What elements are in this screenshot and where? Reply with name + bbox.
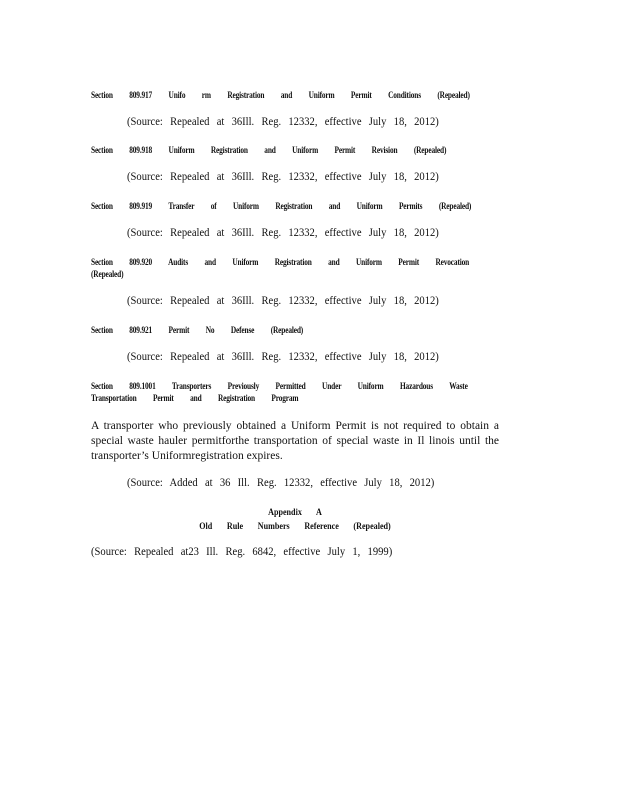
section-heading-809-921: Section 809.921 Permit No Defense (Repealed) xyxy=(91,325,304,335)
source-note: (Source: Added at 36 Ill. Reg. 12332, effective July 18, 2012) xyxy=(127,477,435,489)
section-heading-809-917: Section 809.917 Unifo rm Registration and Uniform Permit Conditions (Repealed) xyxy=(91,90,470,100)
section-heading-809-1001: Section 809.1001 Transporters Previously Permitted Under Uniform Hazardous Waste Transportation Permit and Registration Program xyxy=(91,381,468,403)
section-heading-809-918: Section 809.918 Uniform Registration and Uniform Permit Revision (Repealed) xyxy=(91,145,447,155)
section-heading-809-920: Section 809.920 Audits and Uniform Registration and Uniform Permit Revocation (Repealed) xyxy=(91,257,470,279)
source-note: (Source: Repealed at 36Ill. Reg. 12332, effective July 18, 2012) xyxy=(127,351,439,363)
section-heading-809-919: Section 809.919 Transfer of Uniform Registration and Uniform Permits (Repealed) xyxy=(91,201,472,211)
source-note: (Source: Repealed at 36Ill. Reg. 12332, effective July 18, 2012) xyxy=(127,171,439,183)
appendix-subtitle: Old Rule Numbers Reference (Repealed) xyxy=(199,521,391,531)
appendix-source-note: (Source: Repealed at23 Ill. Reg. 6842, effective July 1, 1999) xyxy=(91,546,393,558)
source-note: (Source: Repealed at 36Ill. Reg. 12332, effective July 18, 2012) xyxy=(127,227,439,239)
source-note: (Source: Repealed at 36Ill. Reg. 12332, effective July 18, 2012) xyxy=(127,295,439,307)
section-body: A transporter who previously obtained a Uniform Permit is not required to obtain a special waste hauler permitforthe transportation of special waste in Il linois until the transporter’s Uniformregistration expires. xyxy=(91,420,499,462)
appendix-title: Appendix A xyxy=(268,507,322,517)
source-note: (Source: Repealed at 36Ill. Reg. 12332, effective July 18, 2012) xyxy=(127,116,439,128)
